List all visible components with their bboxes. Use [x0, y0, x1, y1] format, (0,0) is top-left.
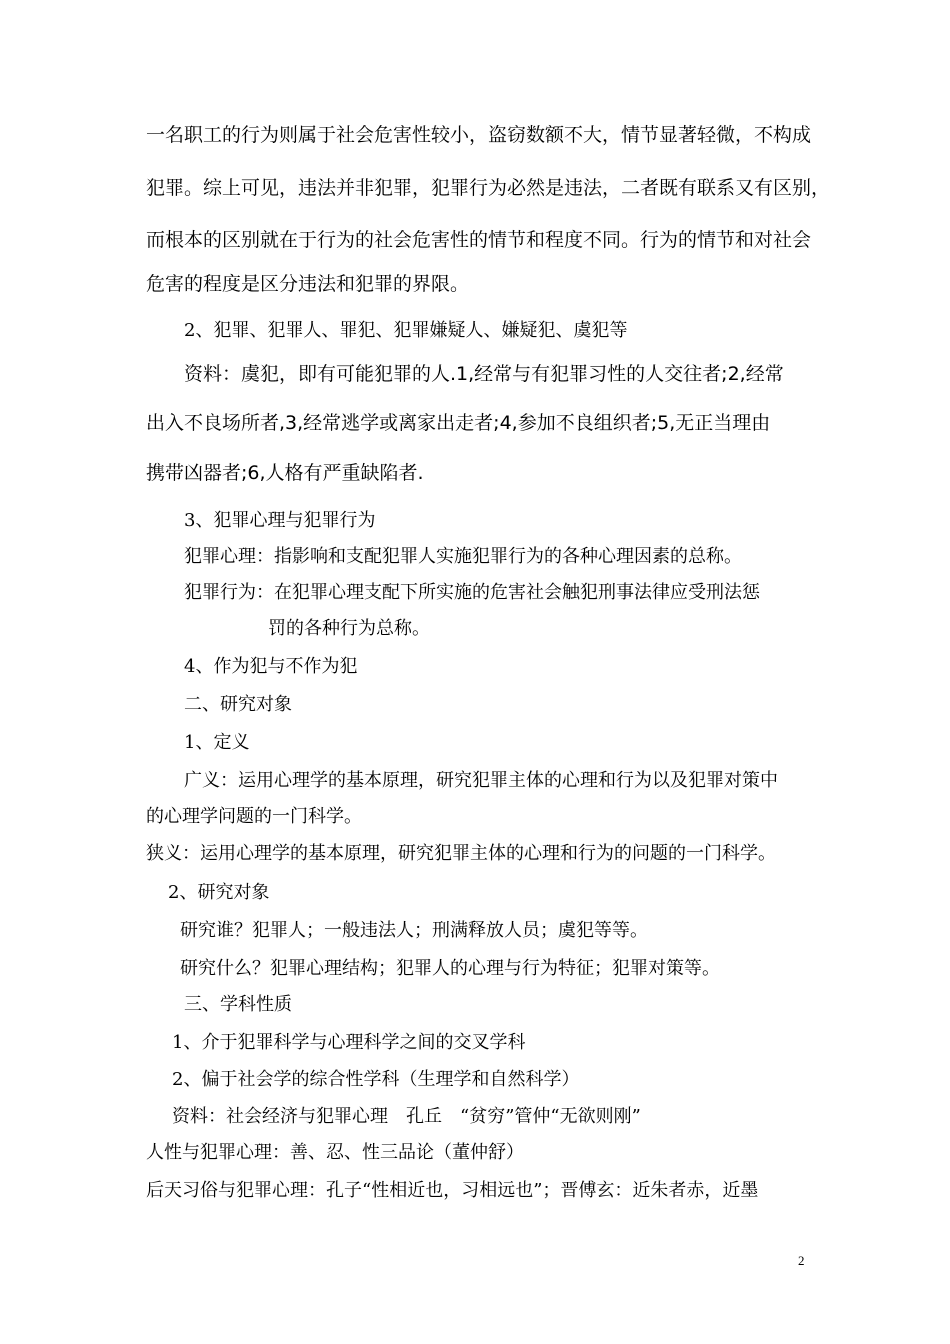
section-heading: 1、介于犯罪科学与心理科学之间的交叉学科	[172, 1032, 526, 1053]
body-line: 研究谁？犯罪人；一般违法人；刑满释放人员；虞犯等等。	[180, 920, 648, 941]
body-line: 出入不良场所者,3,经常逃学或离家出走者;4,参加不良组织者;5,无正当理由	[146, 412, 771, 434]
section-heading: 2、犯罪、犯罪人、罪犯、犯罪嫌疑人、嫌疑犯、虞犯等	[184, 320, 628, 341]
body-line: 研究什么？犯罪心理结构；犯罪人的心理与行为特征；犯罪对策等。	[180, 958, 720, 979]
body-line: 犯罪。综上可见，违法并非犯罪，犯罪行为必然是违法，二者既有联系又有区别，	[146, 177, 831, 199]
body-line: 危害的程度是区分违法和犯罪的界限。	[146, 273, 470, 295]
definition-line: 的心理学问题的一门科学。	[146, 806, 362, 827]
body-line: 资料：社会经济与犯罪心理 孔丘 “贫穷”管仲“无欲则刚”	[172, 1106, 641, 1127]
body-line: 携带凶器者;6,人格有严重缺陷者.	[146, 462, 424, 484]
chapter-heading: 二、研究对象	[184, 694, 292, 715]
body-line: 资料：虞犯，即有可能犯罪的人.1,经常与有犯罪习性的人交往者;2,经常	[184, 363, 784, 385]
definition-line: 犯罪心理：指影响和支配犯罪人实施犯罪行为的各种心理因素的总称。	[184, 546, 742, 567]
definition-line: 广义：运用心理学的基本原理，研究犯罪主体的心理和行为以及犯罪对策中	[184, 770, 778, 791]
section-heading: 1、定义	[184, 732, 250, 753]
section-heading: 2、偏于社会学的综合性学科（生理学和自然科学）	[172, 1069, 580, 1090]
section-heading: 4、作为犯与不作为犯	[184, 656, 358, 677]
definition-line: 犯罪行为：在犯罪心理支配下所实施的危害社会触犯刑事法律应受刑法惩	[184, 582, 760, 603]
page-number: 2	[798, 1253, 805, 1268]
body-line: 一名职工的行为则属于社会危害性较小，盗窃数额不大，情节显著轻微，不构成	[146, 124, 812, 146]
section-heading: 2、研究对象	[168, 882, 270, 903]
body-line: 而根本的区别就在于行为的社会危害性的情节和程度不同。行为的情节和对社会	[146, 229, 812, 251]
chapter-heading: 三、学科性质	[184, 994, 292, 1015]
body-line: 后天习俗与犯罪心理：孔子“性相近也，习相远也”；晋傅玄：近朱者赤，近墨	[146, 1180, 759, 1201]
definition-line: 狭义：运用心理学的基本原理，研究犯罪主体的心理和行为的问题的一门科学。	[146, 843, 776, 864]
section-heading: 3、犯罪心理与犯罪行为	[184, 510, 376, 531]
definition-line: 罚的各种行为总称。	[268, 618, 430, 639]
body-line: 人性与犯罪心理：善、忍、性三品论（董仲舒）	[146, 1142, 524, 1163]
